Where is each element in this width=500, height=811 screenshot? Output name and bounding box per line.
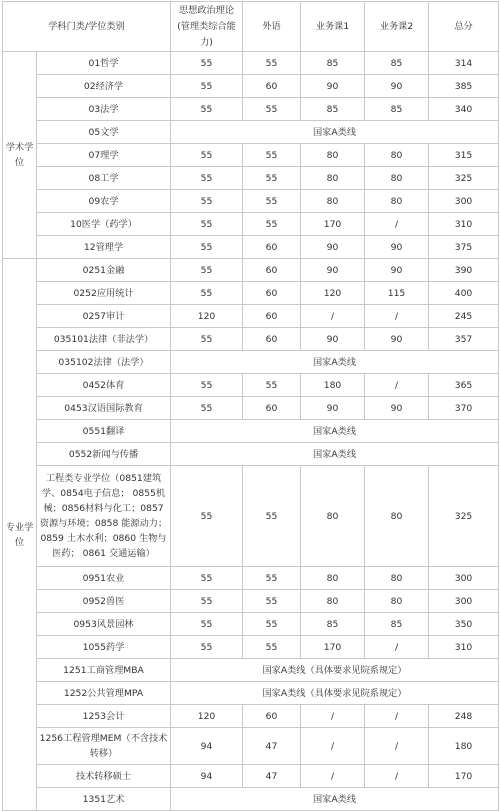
cell-foreign: 60 [243, 259, 301, 282]
score-table [2, 1, 499, 811]
cell-total: 340 [429, 98, 499, 121]
row-label: 1256工程管理MEM（不含技术转移） [37, 728, 171, 765]
cell-total: 245 [429, 305, 499, 328]
cell-total: 325 [429, 167, 499, 190]
cell-politics: 55 [171, 590, 243, 613]
row-label: 03法学 [37, 98, 171, 121]
row-label: 0552新闻与传播 [37, 443, 171, 466]
table-row [3, 167, 499, 190]
cell-course1: 80 [301, 190, 365, 213]
cell-course2: 80 [365, 590, 429, 613]
header-category: 学科门类/学位类别 [3, 2, 171, 52]
cell-foreign: 55 [243, 567, 301, 590]
cell-course1: 85 [301, 98, 365, 121]
table-row [3, 52, 499, 75]
cell-foreign: 55 [243, 98, 301, 121]
cell-foreign: 47 [243, 728, 301, 765]
cell-course2: 90 [365, 236, 429, 259]
table-row [3, 443, 499, 466]
cell-foreign: 55 [243, 466, 301, 567]
cell-course2: 90 [365, 259, 429, 282]
cell-politics: 55 [171, 613, 243, 636]
cell-total: 400 [429, 282, 499, 305]
cell-course2: / [365, 705, 429, 728]
row-label: 01哲学 [37, 52, 171, 75]
table-row [3, 374, 499, 397]
cell-course2: / [365, 305, 429, 328]
cell-politics: 94 [171, 728, 243, 765]
table-row [3, 659, 499, 682]
cell-course1: / [301, 728, 365, 765]
cell-foreign: 55 [243, 374, 301, 397]
cell-politics: 94 [171, 765, 243, 788]
cell-politics: 55 [171, 236, 243, 259]
row-label: 12管理学 [37, 236, 171, 259]
row-label: 02经济学 [37, 75, 171, 98]
group-academic: 学术学位 [3, 52, 37, 259]
table-row [3, 259, 499, 282]
cell-merged: 国家A类线 [171, 121, 499, 144]
cell-foreign: 55 [243, 213, 301, 236]
cell-foreign: 55 [243, 167, 301, 190]
cell-course1: 85 [301, 613, 365, 636]
cell-foreign: 55 [243, 144, 301, 167]
table-row [3, 75, 499, 98]
row-label: 0452体育 [37, 374, 171, 397]
row-label: 0951农业 [37, 567, 171, 590]
cell-total: 357 [429, 328, 499, 351]
row-label: 0252应用统计 [37, 282, 171, 305]
cell-politics: 55 [171, 190, 243, 213]
table-row [3, 567, 499, 590]
cell-politics: 55 [171, 144, 243, 167]
cell-foreign: 55 [243, 590, 301, 613]
cell-total: 314 [429, 52, 499, 75]
cell-merged: 国家A类线 [171, 788, 499, 811]
row-label: 1253会计 [37, 705, 171, 728]
cell-total: 390 [429, 259, 499, 282]
cell-course2: / [365, 374, 429, 397]
table-row [3, 788, 499, 811]
cell-total: 370 [429, 397, 499, 420]
header-total: 总分 [429, 2, 499, 52]
header-politics: 思想政治理论(管理类综合能力) [171, 2, 243, 52]
cell-foreign: 60 [243, 705, 301, 728]
header-row [3, 2, 499, 52]
cell-merged: 国家A类线 [171, 443, 499, 466]
row-label: 05文学 [37, 121, 171, 144]
cell-merged: 国家A类线（具体要求见院系规定） [171, 682, 499, 705]
row-label: 1351艺术 [37, 788, 171, 811]
row-label: 07理学 [37, 144, 171, 167]
table-row [3, 351, 499, 374]
cell-course2: 80 [365, 567, 429, 590]
cell-foreign: 60 [243, 397, 301, 420]
cell-politics: 55 [171, 636, 243, 659]
cell-total: 375 [429, 236, 499, 259]
header-course2: 业务课2 [365, 2, 429, 52]
row-label: 1251工商管理MBA [37, 659, 171, 682]
cell-politics: 55 [171, 213, 243, 236]
table-row [3, 144, 499, 167]
cell-politics: 55 [171, 259, 243, 282]
table-row [3, 466, 499, 567]
cell-foreign: 60 [243, 305, 301, 328]
cell-course1: 80 [301, 590, 365, 613]
cell-politics: 55 [171, 167, 243, 190]
cell-course2: 90 [365, 75, 429, 98]
table-row [3, 590, 499, 613]
row-label: 08工学 [37, 167, 171, 190]
cell-course1: 170 [301, 636, 365, 659]
cell-foreign: 60 [243, 236, 301, 259]
cell-course2: / [365, 636, 429, 659]
cell-course1: 80 [301, 466, 365, 567]
cell-course2: / [365, 765, 429, 788]
table-row [3, 98, 499, 121]
cell-course2: 80 [365, 190, 429, 213]
cell-foreign: 55 [243, 636, 301, 659]
cell-politics: 55 [171, 567, 243, 590]
row-label: 技术转移硕士 [37, 765, 171, 788]
table-row [3, 728, 499, 765]
cell-foreign: 55 [243, 190, 301, 213]
header-course1: 业务课1 [301, 2, 365, 52]
row-label: 035102法律（法学） [37, 351, 171, 374]
cell-course1: 90 [301, 328, 365, 351]
cell-course1: 90 [301, 397, 365, 420]
cell-foreign: 55 [243, 52, 301, 75]
row-label: 0953风景园林 [37, 613, 171, 636]
table-row [3, 282, 499, 305]
cell-merged: 国家A类线 [171, 420, 499, 443]
cell-course1: / [301, 705, 365, 728]
table-row [3, 397, 499, 420]
cell-total: 248 [429, 705, 499, 728]
cell-course1: 90 [301, 259, 365, 282]
row-label: 035101法律（非法学） [37, 328, 171, 351]
cell-total: 385 [429, 75, 499, 98]
cell-merged: 国家A类线 [171, 351, 499, 374]
row-label: 0257审计 [37, 305, 171, 328]
cell-total: 180 [429, 728, 499, 765]
cell-foreign: 60 [243, 328, 301, 351]
cell-total: 350 [429, 613, 499, 636]
row-label: 0952兽医 [37, 590, 171, 613]
cell-total: 300 [429, 190, 499, 213]
cell-total: 325 [429, 466, 499, 567]
row-label: 09农学 [37, 190, 171, 213]
cell-total: 310 [429, 213, 499, 236]
table-row [3, 328, 499, 351]
row-label: 0453汉语国际教育 [37, 397, 171, 420]
cell-course1: 170 [301, 213, 365, 236]
cell-politics: 55 [171, 374, 243, 397]
row-label: 1252公共管理MPA [37, 682, 171, 705]
cell-politics: 120 [171, 705, 243, 728]
cell-foreign: 47 [243, 765, 301, 788]
cell-politics: 55 [171, 397, 243, 420]
header-foreign: 外语 [243, 2, 301, 52]
cell-merged: 国家A类线（具体要求见院系规定） [171, 659, 499, 682]
cell-politics: 55 [171, 466, 243, 567]
row-label: 1055药学 [37, 636, 171, 659]
cell-course2: 85 [365, 98, 429, 121]
row-label: 0551翻译 [37, 420, 171, 443]
table-row [3, 305, 499, 328]
cell-course2: 80 [365, 167, 429, 190]
cell-foreign: 60 [243, 75, 301, 98]
cell-total: 300 [429, 567, 499, 590]
cell-course1: / [301, 305, 365, 328]
cell-course1: 90 [301, 75, 365, 98]
cell-course1: 85 [301, 52, 365, 75]
cell-course2: 115 [365, 282, 429, 305]
cell-politics: 55 [171, 98, 243, 121]
cell-total: 365 [429, 374, 499, 397]
cell-course1: 180 [301, 374, 365, 397]
cell-total: 315 [429, 144, 499, 167]
cell-course2: 90 [365, 328, 429, 351]
table-row [3, 765, 499, 788]
table-row [3, 420, 499, 443]
cell-politics: 120 [171, 305, 243, 328]
cell-course1: / [301, 765, 365, 788]
table-row [3, 236, 499, 259]
cell-course2: / [365, 213, 429, 236]
cell-politics: 55 [171, 282, 243, 305]
table-row [3, 121, 499, 144]
group-professional: 专业学位 [3, 259, 37, 811]
cell-course1: 80 [301, 144, 365, 167]
cell-course2: 80 [365, 144, 429, 167]
cell-politics: 55 [171, 328, 243, 351]
row-label: 10医学（药学） [37, 213, 171, 236]
cell-foreign: 55 [243, 613, 301, 636]
table-row [3, 213, 499, 236]
cell-foreign: 60 [243, 282, 301, 305]
table-row [3, 613, 499, 636]
table-row [3, 705, 499, 728]
cell-course2: 90 [365, 397, 429, 420]
row-label: 0251金融 [37, 259, 171, 282]
table-row [3, 636, 499, 659]
cell-course1: 120 [301, 282, 365, 305]
cell-course1: 90 [301, 236, 365, 259]
cell-total: 170 [429, 765, 499, 788]
cell-course2: 85 [365, 52, 429, 75]
cell-course1: 80 [301, 567, 365, 590]
cell-total: 300 [429, 590, 499, 613]
cell-course2: / [365, 728, 429, 765]
cell-politics: 55 [171, 52, 243, 75]
table-row [3, 190, 499, 213]
cell-total: 310 [429, 636, 499, 659]
table-row [3, 682, 499, 705]
cell-politics: 55 [171, 75, 243, 98]
row-label-engineering: 工程类专业学位（0851建筑学、0854电子信息； 0855机械；0856材料与化工；0857资源与环境；0858 能源动力；0859 土木水利；0860 生物与医药； 0861 交通运输） [37, 466, 171, 567]
cell-course2: 80 [365, 466, 429, 567]
cell-course2: 85 [365, 613, 429, 636]
cell-course1: 80 [301, 167, 365, 190]
